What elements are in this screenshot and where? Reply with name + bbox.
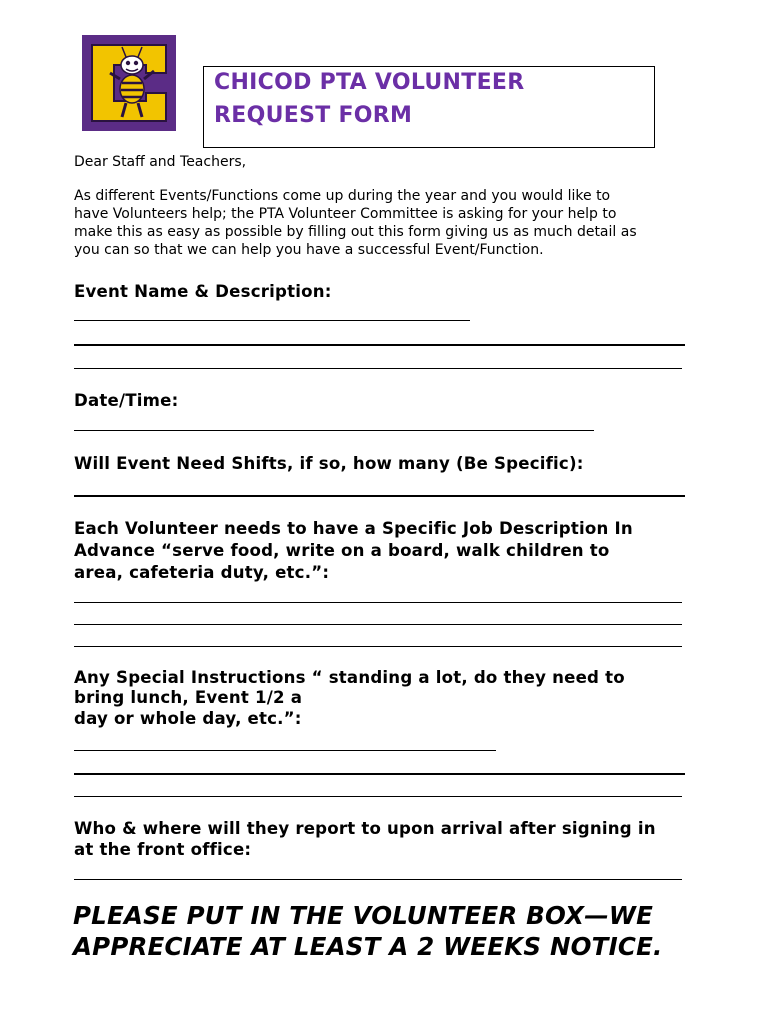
event-name-field-1[interactable] [74,320,470,321]
special-instructions-label-line1: Any Special Instructions “ standing a lot, do they need to [74,668,625,687]
special-instructions-field-3[interactable] [74,796,682,797]
job-description-field-1[interactable] [74,602,682,603]
report-location-label-line2: at the front office: [74,840,252,859]
job-description-label-line2: Advance “serve food, write on a board, walk children to [74,541,610,560]
greeting: Dear Staff and Teachers, [74,154,247,170]
intro-paragraph-line4: you can so that we can help you have a successful Event/Function. [74,242,544,258]
event-name-label: Event Name & Description: [74,282,332,301]
form-title-box [203,66,655,148]
job-description-label-line1: Each Volunteer needs to have a Specific Job Description In [74,519,633,538]
intro-paragraph-line3: make this as easy as possible by filling out this form giving us as much detail as [74,224,637,240]
c-mascot-icon [82,35,176,131]
footer-notice-line2: APPRECIATE AT LEAST A 2 WEEKS NOTICE. [73,932,663,961]
report-location-field[interactable] [74,879,682,880]
shifts-label: Will Event Need Shifts, if so, how many (Be Specific): [74,454,584,473]
form-title-line1: CHICOD PTA VOLUNTEER [214,70,525,95]
event-name-field-3[interactable] [74,368,682,369]
job-description-field-2[interactable] [74,624,682,625]
special-instructions-label-line2: bring lunch, Event 1/2 a [74,688,303,707]
intro-paragraph-line1: As different Events/Functions come up during the year and you would like to [74,188,611,204]
shifts-field[interactable] [74,495,685,497]
date-time-label: Date/Time: [74,391,179,410]
form-title-line2: REQUEST FORM [214,103,413,128]
footer-notice [73,900,663,962]
date-time-field[interactable] [74,430,594,431]
event-name-field-2[interactable] [74,344,685,346]
school-logo [82,35,176,131]
job-description-field-3[interactable] [74,646,682,647]
report-location-label-line1: Who & where will they report to upon arrival after signing in [74,819,656,838]
special-instructions-field-1[interactable] [74,750,496,751]
intro-paragraph-line2: have Volunteers help; the PTA Volunteer Committee is asking for your help to [74,206,617,222]
job-description-label-line3: area, cafeteria duty, etc.”: [74,563,330,582]
footer-notice-line1: PLEASE PUT IN THE VOLUNTEER BOX—WE [73,901,654,930]
special-instructions-field-2[interactable] [74,773,685,775]
special-instructions-label-line3: day or whole day, etc.”: [74,709,302,728]
